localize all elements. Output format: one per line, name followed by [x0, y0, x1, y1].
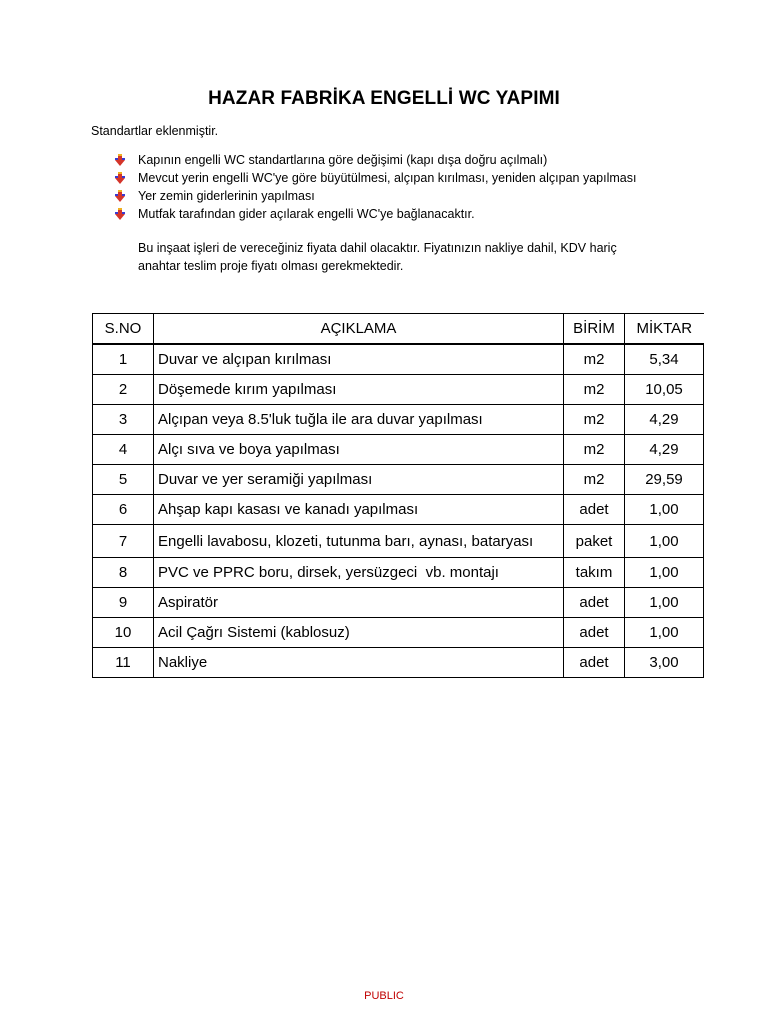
cell-description: Alçıpan veya 8.5'luk tuğla ile ara duvar yapılması [154, 405, 564, 435]
pricing-note [138, 239, 698, 275]
list-item [115, 187, 636, 205]
cell-quantity: 4,29 [625, 435, 704, 465]
down-arrow-bullet-icon [115, 208, 125, 220]
cell-sno: 6 [93, 495, 154, 525]
cell-description: PVC ve PPRC boru, dirsek, yersüzgeci vb. montajı [154, 558, 564, 588]
cell-unit: takım [564, 558, 625, 588]
cell-description: Duvar ve yer seramiği yapılması [154, 465, 564, 495]
cell-sno: 8 [93, 558, 154, 588]
cell-description: Alçı sıva ve boya yapılması [154, 435, 564, 465]
column-header-unit: BİRİM [564, 314, 625, 345]
table-row [93, 588, 704, 618]
table-row [93, 465, 704, 495]
requirements-list [115, 151, 636, 223]
cell-quantity: 1,00 [625, 558, 704, 588]
list-item-text: Mevcut yerin engelli WC'ye göre büyütülmesi, alçıpan kırılması, yeniden alçıpan yapılması [138, 171, 637, 185]
cell-unit: adet [564, 648, 625, 678]
cell-description: Aspiratör [154, 588, 564, 618]
cell-quantity: 4,29 [625, 405, 704, 435]
list-item [115, 205, 636, 223]
cell-quantity: 1,00 [625, 588, 704, 618]
cell-sno: 11 [93, 648, 154, 678]
table-row [93, 525, 704, 558]
cell-unit: m2 [564, 465, 625, 495]
cell-sno: 2 [93, 375, 154, 405]
cell-quantity: 3,00 [625, 648, 704, 678]
column-header-sno: S.NO [93, 314, 154, 345]
table-row [93, 344, 704, 375]
cell-description: Döşemede kırım yapılması [154, 375, 564, 405]
cell-sno: 3 [93, 405, 154, 435]
cell-sno: 5 [93, 465, 154, 495]
cell-unit: m2 [564, 344, 625, 375]
cell-unit: m2 [564, 405, 625, 435]
cell-quantity: 5,34 [625, 344, 704, 375]
cell-quantity: 1,00 [625, 495, 704, 525]
cell-sno: 1 [93, 344, 154, 375]
list-item-text: Yer zemin giderlerinin yapılması [138, 189, 315, 203]
intro-text: Standartlar eklenmiştir. [91, 124, 219, 138]
cell-description: Engelli lavabosu, klozeti, tutunma barı, aynası, bataryası [154, 525, 564, 558]
table-row [93, 648, 704, 678]
cell-quantity: 1,00 [625, 618, 704, 648]
table-row [93, 435, 704, 465]
list-item-text: Mutfak tarafından gider açılarak engelli WC'ye bağlanacaktır. [138, 207, 475, 221]
pricing-note-line: anahtar teslim proje fiyatı olması gerekmektedir. [138, 259, 404, 273]
down-arrow-bullet-icon [115, 172, 125, 184]
down-arrow-bullet-icon [115, 190, 125, 202]
table-row [93, 558, 704, 588]
list-item [115, 151, 636, 169]
cell-unit: adet [564, 588, 625, 618]
work-items-table [92, 313, 704, 678]
cell-unit: paket [564, 525, 625, 558]
column-header-description: AÇIKLAMA [154, 314, 564, 345]
list-item [115, 169, 636, 187]
table-row [93, 405, 704, 435]
cell-unit: m2 [564, 375, 625, 405]
cell-description: Ahşap kapı kasası ve kanadı yapılması [154, 495, 564, 525]
column-header-quantity: MİKTAR [625, 314, 704, 345]
cell-sno: 10 [93, 618, 154, 648]
cell-unit: adet [564, 495, 625, 525]
document-title: HAZAR FABRİKA ENGELLİ WC YAPIMI [208, 88, 560, 109]
cell-sno: 9 [93, 588, 154, 618]
cell-description: Acil Çağrı Sistemi (kablosuz) [154, 618, 564, 648]
table-row [93, 495, 704, 525]
cell-unit: m2 [564, 435, 625, 465]
cell-description: Nakliye [154, 648, 564, 678]
pricing-note-line: Bu inşaat işleri de vereceğiniz fiyata dahil olacaktır. Fiyatınızın nakliye dahil, KDV hariç [138, 241, 617, 255]
table-header-row [93, 314, 704, 345]
cell-sno: 7 [93, 525, 154, 558]
table-row [93, 618, 704, 648]
list-item-text: Kapının engelli WC standartlarına göre değişimi (kapı dışa doğru açılmalı) [138, 153, 548, 167]
cell-description: Duvar ve alçıpan kırılması [154, 344, 564, 375]
down-arrow-bullet-icon [115, 154, 125, 166]
cell-sno: 4 [93, 435, 154, 465]
cell-quantity: 1,00 [625, 525, 704, 558]
classification-footer: PUBLIC [364, 990, 404, 1002]
cell-quantity: 29,59 [625, 465, 704, 495]
cell-unit: adet [564, 618, 625, 648]
table-row [93, 375, 704, 405]
cell-quantity: 10,05 [625, 375, 704, 405]
